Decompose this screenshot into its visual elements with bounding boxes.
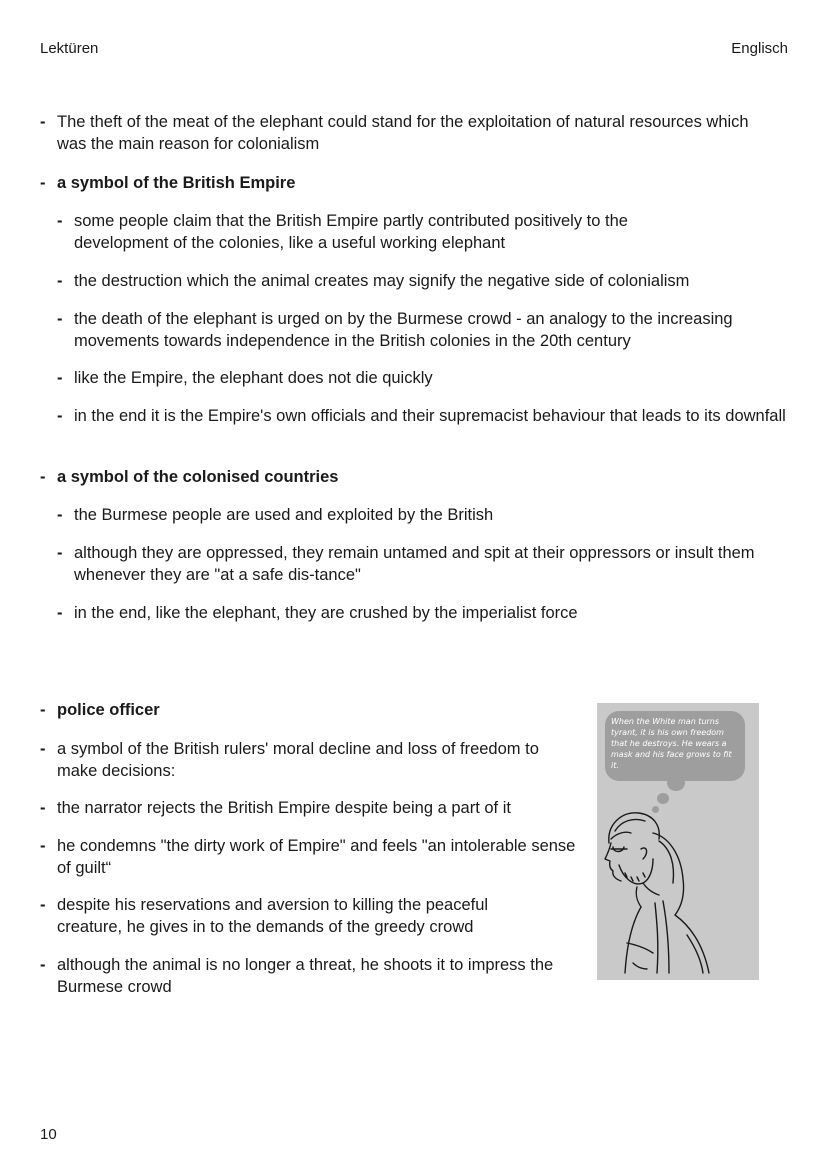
bullet-dash: - xyxy=(40,799,46,817)
bullet-dash: - xyxy=(57,604,63,622)
item-text: a symbol of the British rulers' moral decline and loss of freedom to make decisions: xyxy=(57,740,539,780)
item-text: the death of the elephant is urged on by the Burmese crowd - an analogy to the increasing movements towards independence in the British colonies in the 20th century xyxy=(74,310,733,350)
thought-bubble-text: When the White man turns tyrant, it is his own freedom that he destroys. He wears a mask and his face grows to fit it. xyxy=(611,717,732,770)
list-item xyxy=(57,405,794,427)
narrator-illustration xyxy=(597,703,759,980)
list-item xyxy=(57,504,794,526)
list-item xyxy=(57,542,779,586)
bullet-dash: - xyxy=(40,837,46,855)
item-text: the Burmese people are used and exploited by the British xyxy=(74,506,494,524)
bullet-dash: - xyxy=(40,956,46,974)
list-item xyxy=(57,602,794,624)
bullet-dash: - xyxy=(40,468,46,486)
list-item xyxy=(57,308,779,352)
header-right: Englisch xyxy=(731,40,788,57)
bullet-dash: - xyxy=(57,544,63,562)
list-item xyxy=(40,797,577,819)
page-number: 10 xyxy=(40,1126,57,1143)
item-text: although they are oppressed, they remain untamed and spit at their oppressors or insult them whenever they are "at a safe dis-tance" xyxy=(74,544,755,584)
bullet-dash: - xyxy=(40,174,46,192)
bullet-dash: - xyxy=(57,407,63,425)
item-text: in the end it is the Empire's own officials and their supremacist behaviour that leads to its downfall xyxy=(74,407,786,425)
item-text: like the Empire, the elephant does not die quickly xyxy=(74,369,433,387)
intro-text: The theft of the meat of the elephant could stand for the exploitation of natural resources which was the main reason for colonialism xyxy=(57,113,749,153)
list-item xyxy=(40,111,777,155)
item-text: the destruction which the animal creates may signify the negative side of colonialism xyxy=(74,272,690,290)
bullet-dash: - xyxy=(40,740,46,758)
bullet-dash: - xyxy=(40,701,46,719)
section-heading-colonised xyxy=(40,466,777,488)
man-portrait-icon xyxy=(597,803,759,980)
item-text: in the end, like the elephant, they are crushed by the imperialist force xyxy=(74,604,578,622)
item-text: the narrator rejects the British Empire despite being a part of it xyxy=(57,799,511,817)
bullet-dash: - xyxy=(40,896,46,914)
item-text: he condemns "the dirty work of Empire" and feels "an intolerable sense of guilt“ xyxy=(57,837,576,877)
thought-bubble xyxy=(605,711,745,781)
list-item xyxy=(40,954,577,998)
heading-text: a symbol of the colonised countries xyxy=(57,468,339,486)
list-item xyxy=(57,367,794,389)
list-item xyxy=(40,738,572,782)
bullet-dash: - xyxy=(57,369,63,387)
thought-puff xyxy=(667,775,685,791)
list-item xyxy=(40,894,542,938)
list-item xyxy=(57,270,794,292)
section-heading-empire xyxy=(40,172,777,194)
bullet-dash: - xyxy=(57,506,63,524)
bullet-dash: - xyxy=(40,113,46,131)
heading-text: police officer xyxy=(57,701,160,719)
item-text: some people claim that the British Empire partly contributed positively to the development of the colonies, like a useful working elephant xyxy=(74,212,628,252)
bullet-dash: - xyxy=(57,310,63,328)
list-item xyxy=(57,210,714,254)
bullet-dash: - xyxy=(57,212,63,230)
header-left: Lektüren xyxy=(40,40,99,57)
list-item xyxy=(40,835,577,879)
bullet-dash: - xyxy=(57,272,63,290)
item-text: although the animal is no longer a threat, he shoots it to impress the Burmese crowd xyxy=(57,956,554,996)
section-heading-officer xyxy=(40,699,567,721)
heading-text: a symbol of the British Empire xyxy=(57,174,296,192)
item-text: despite his reservations and aversion to killing the peaceful creature, he gives in to the demands of the greedy crowd xyxy=(57,896,489,936)
